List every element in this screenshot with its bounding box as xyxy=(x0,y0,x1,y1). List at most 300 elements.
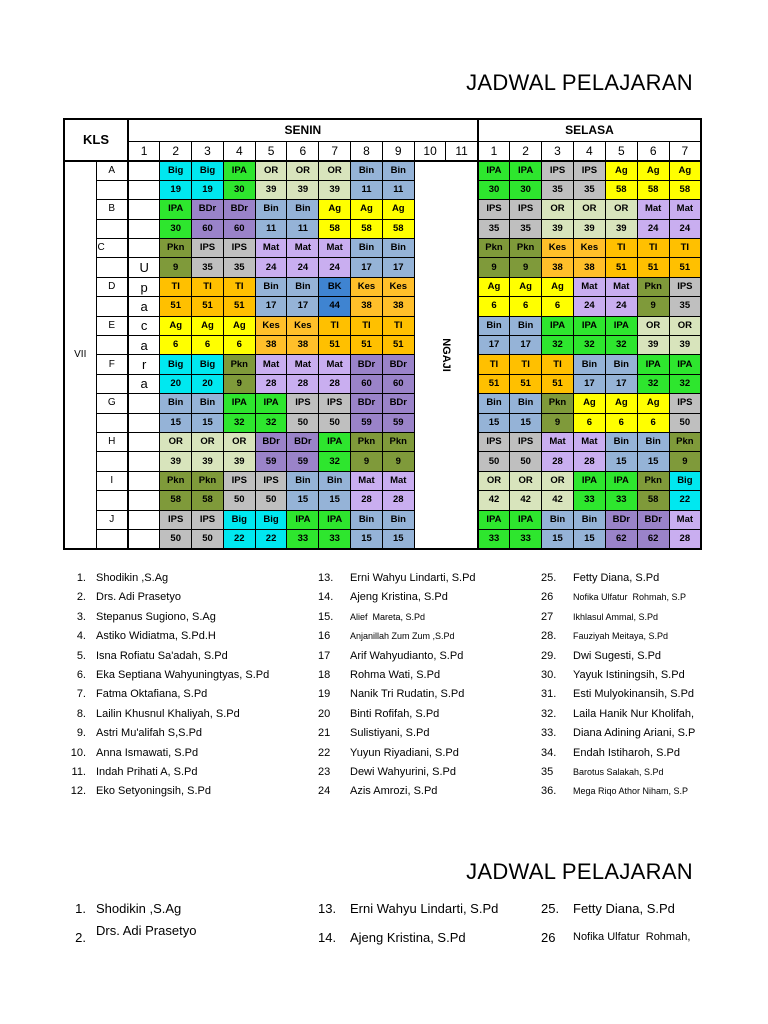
subject-cell: BDr xyxy=(192,200,224,219)
subject-cell: OR xyxy=(319,161,351,180)
subject-cell: Bin xyxy=(255,277,287,296)
teacher-number: 29. xyxy=(541,649,557,662)
empty-cell xyxy=(128,471,160,490)
teacher-number: 2. xyxy=(76,591,86,604)
teacher-code-cell: 32 xyxy=(605,336,637,355)
teacher-code-cell: 60 xyxy=(223,219,255,238)
teacher-code-cell: 50 xyxy=(287,413,319,432)
teacher-code-cell: 19 xyxy=(192,180,224,199)
teacher-list-column xyxy=(541,894,721,952)
period-number: 11 xyxy=(446,141,478,161)
subject-cell: OR xyxy=(223,432,255,451)
subject-cell: Mat xyxy=(382,471,414,490)
teacher-code-cell: 58 xyxy=(637,180,669,199)
teacher-code-cell: 17 xyxy=(605,374,637,393)
teacher-code-cell: 20 xyxy=(192,374,224,393)
period-number: 8 xyxy=(351,141,383,161)
teacher-code-cell: 28 xyxy=(669,529,701,548)
teacher-name: Fetty Diana, S.Pd xyxy=(573,901,675,916)
teacher-code-cell: 51 xyxy=(510,374,542,393)
class-label: B xyxy=(96,200,128,219)
teacher-code-cell: 15 xyxy=(351,529,383,548)
empty-cell xyxy=(128,239,160,258)
upacara-letter: a xyxy=(128,297,160,316)
teacher-code-cell: 33 xyxy=(478,529,510,548)
subject-cell: TI xyxy=(192,277,224,296)
subject-cell: Mat xyxy=(287,355,319,374)
subject-cell: BDr xyxy=(287,432,319,451)
class-cell xyxy=(96,219,128,238)
teacher-list-item xyxy=(541,744,721,763)
teacher-name: Diana Adining Ariani, S.P xyxy=(573,727,696,740)
subject-cell: Bin xyxy=(192,394,224,413)
subject-cell: IPA xyxy=(637,355,669,374)
subject-cell: Bin xyxy=(319,471,351,490)
teacher-list-item xyxy=(318,569,498,588)
teacher-code-cell: 6 xyxy=(573,413,605,432)
subject-cell: OR xyxy=(605,200,637,219)
class-cell xyxy=(96,413,128,432)
teacher-name: Indah Prihati A, S.Pd xyxy=(96,765,198,778)
subject-cell: IPS xyxy=(510,200,542,219)
teacher-code-cell: 50 xyxy=(255,491,287,510)
subject-cell: Bin xyxy=(478,394,510,413)
subject-cell: OR xyxy=(510,471,542,490)
subject-cell: Mat xyxy=(605,277,637,296)
teacher-code-cell: 51 xyxy=(192,297,224,316)
subject-cell: OR xyxy=(573,200,605,219)
teacher-code-cell: 33 xyxy=(287,529,319,548)
subject-cell: BDr xyxy=(351,355,383,374)
teacher-name: Drs. Adi Prasetyo xyxy=(96,923,197,938)
teacher-code-cell: 17 xyxy=(573,374,605,393)
teacher-code-cell: 39 xyxy=(669,336,701,355)
subject-cell: TI xyxy=(637,239,669,258)
subject-cell: Bin xyxy=(160,394,192,413)
teacher-number: 26 xyxy=(541,930,556,945)
teacher-code-cell: 15 xyxy=(382,529,414,548)
teacher-code-cell: 6 xyxy=(605,413,637,432)
subject-cell: Bin xyxy=(573,510,605,529)
teacher-list-item xyxy=(60,608,240,627)
teacher-number: 20 xyxy=(318,707,331,720)
teacher-list-item xyxy=(60,647,240,666)
teacher-list-item xyxy=(318,744,498,763)
teacher-code-cell: 9 xyxy=(510,258,542,277)
teacher-code-cell: 38 xyxy=(382,297,414,316)
teacher-code-cell: 58 xyxy=(669,180,701,199)
teacher-code-cell: 15 xyxy=(510,413,542,432)
teacher-code-cell: 59 xyxy=(351,413,383,432)
subject-cell: IPS xyxy=(573,161,605,180)
subject-cell: Ag xyxy=(573,394,605,413)
subject-cell: Ag xyxy=(319,200,351,219)
teacher-code-cell: 51 xyxy=(605,258,637,277)
teacher-code-cell: 50 xyxy=(478,452,510,471)
subject-cell: Ag xyxy=(605,161,637,180)
teacher-code-cell: 17 xyxy=(255,297,287,316)
teacher-code-cell: 28 xyxy=(542,452,574,471)
teacher-list-column xyxy=(60,894,240,952)
teacher-code-cell: 28 xyxy=(573,452,605,471)
teacher-list-item xyxy=(541,569,721,588)
teacher-code-cell: 51 xyxy=(223,297,255,316)
teacher-code-cell: 28 xyxy=(287,374,319,393)
subject-cell: Ag xyxy=(605,394,637,413)
teacher-list-item xyxy=(318,685,498,704)
teacher-code-cell: 51 xyxy=(160,297,192,316)
teacher-code-cell: 9 xyxy=(637,297,669,316)
teacher-name: Lailin Khusnul Khaliyah, S.Pd xyxy=(96,707,240,720)
empty-cell xyxy=(128,491,160,510)
subject-cell: Pkn xyxy=(351,432,383,451)
period-number: 1 xyxy=(128,141,160,161)
teacher-code-cell: 59 xyxy=(255,452,287,471)
teacher-code-cell: 35 xyxy=(669,297,701,316)
subject-cell: Pkn xyxy=(510,239,542,258)
teacher-number: 13. xyxy=(318,901,337,916)
teacher-name: Ajeng Kristina, S.Pd xyxy=(350,930,466,945)
teacher-code-cell: 42 xyxy=(542,491,574,510)
teacher-list-item xyxy=(318,647,498,666)
subject-cell: Mat xyxy=(669,510,701,529)
teacher-code-cell: 15 xyxy=(637,452,669,471)
teacher-code-cell: 30 xyxy=(160,219,192,238)
teacher-name: Erni Wahyu Lindarti, S.Pd xyxy=(350,901,499,916)
teacher-code-cell: 9 xyxy=(478,258,510,277)
teacher-code-cell: 24 xyxy=(637,219,669,238)
teacher-code-cell: 51 xyxy=(382,336,414,355)
subject-cell: Bin xyxy=(351,239,383,258)
subject-cell: IPS xyxy=(160,510,192,529)
teacher-name: Astiko Widiatma, S.Pd.H xyxy=(96,630,216,643)
teacher-code-cell: 22 xyxy=(223,529,255,548)
teacher-number: 4. xyxy=(76,630,86,643)
teacher-code-cell: 60 xyxy=(192,219,224,238)
subject-cell: Big xyxy=(192,355,224,374)
class-label: I xyxy=(96,471,128,490)
teacher-code-cell: 6 xyxy=(637,413,669,432)
teacher-code-cell: 51 xyxy=(542,374,574,393)
teacher-name: Sulistiyani, S.Pd xyxy=(350,727,430,740)
teacher-list-item xyxy=(60,569,240,588)
teacher-list-item xyxy=(318,705,498,724)
subject-cell: Pkn xyxy=(160,471,192,490)
teacher-list-item xyxy=(541,627,721,646)
teacher-name: Erni Wahyu Lindarti, S.Pd xyxy=(350,572,476,584)
period-number: 7 xyxy=(669,141,701,161)
teacher-code-cell: 33 xyxy=(319,529,351,548)
teacher-number: 17 xyxy=(318,649,331,662)
teacher-list-item xyxy=(318,923,498,952)
subject-cell: Mat xyxy=(319,355,351,374)
teacher-code-cell: 17 xyxy=(287,297,319,316)
teacher-code-cell: 9 xyxy=(223,374,255,393)
teacher-name: Fetty Diana, S.Pd xyxy=(573,572,660,584)
class-label: E xyxy=(96,316,128,335)
teacher-list-item xyxy=(318,627,498,646)
teacher-list-item xyxy=(541,608,721,627)
empty-cell xyxy=(128,161,160,180)
teacher-name: Eka Septiana Wahyuningtyas, S.Pd xyxy=(96,668,270,681)
subject-cell: IPS xyxy=(192,239,224,258)
period-number: 3 xyxy=(192,141,224,161)
subject-cell: Bin xyxy=(351,161,383,180)
subject-cell: Pkn xyxy=(223,355,255,374)
teacher-code-cell: 58 xyxy=(637,491,669,510)
period-number: 4 xyxy=(573,141,605,161)
subject-cell: TI xyxy=(319,316,351,335)
teacher-list-item xyxy=(60,666,270,685)
period-number: 6 xyxy=(637,141,669,161)
class-label: H xyxy=(96,432,128,451)
subject-cell: BDr xyxy=(382,355,414,374)
subject-cell: BK xyxy=(319,277,351,296)
teacher-number: 18 xyxy=(318,668,331,681)
subject-cell: Kes xyxy=(351,277,383,296)
subject-cell: Big xyxy=(192,161,224,180)
class-label: G xyxy=(96,394,128,413)
subject-cell: Ag xyxy=(382,200,414,219)
subject-cell: TI xyxy=(669,239,701,258)
teacher-code-cell: 30 xyxy=(223,180,255,199)
teacher-list-item xyxy=(318,894,498,923)
teacher-code-cell: 15 xyxy=(319,491,351,510)
teacher-name: Anna Ismawati, S.Pd xyxy=(96,746,199,759)
empty-cell xyxy=(128,394,160,413)
teacher-number: 25. xyxy=(541,572,557,584)
teacher-name: Alief Mareta, S.Pd xyxy=(350,611,426,622)
grade-label: VII xyxy=(64,161,96,549)
subject-cell: Mat xyxy=(573,432,605,451)
teacher-list-item xyxy=(541,588,721,607)
teacher-code-cell: 58 xyxy=(605,180,637,199)
teacher-name: Yuyun Riyadiani, S.Pd xyxy=(350,746,459,759)
empty-cell xyxy=(128,180,160,199)
teacher-list-item xyxy=(318,782,498,801)
teacher-number: 15. xyxy=(318,610,334,623)
subject-cell: Bin xyxy=(605,355,637,374)
ngaji-label: NGAJI xyxy=(439,338,452,373)
teacher-number: 13. xyxy=(318,572,334,584)
teacher-number: 34. xyxy=(541,746,557,759)
subject-cell: OR xyxy=(255,161,287,180)
subject-cell: IPS xyxy=(223,471,255,490)
teacher-list-item xyxy=(60,705,240,724)
teacher-name: Endah Istiharoh, S.Pd xyxy=(573,746,681,759)
teacher-code-cell: 50 xyxy=(319,413,351,432)
teacher-name: Astri Mu'alifah S,S.Pd xyxy=(96,727,203,740)
teacher-number: 3. xyxy=(76,610,86,623)
teacher-number: 24 xyxy=(318,785,331,798)
class-label: F xyxy=(96,355,128,374)
class-cell xyxy=(96,374,128,393)
subject-cell: IPS xyxy=(669,394,701,413)
teacher-code-cell: 60 xyxy=(351,374,383,393)
subject-cell: IPA xyxy=(573,316,605,335)
teacher-list-column xyxy=(318,894,498,952)
subject-cell: IPS xyxy=(510,432,542,451)
teacher-code-cell: 11 xyxy=(287,219,319,238)
subject-cell: Kes xyxy=(542,239,574,258)
teacher-number: 10. xyxy=(70,746,86,759)
subject-cell: Ag xyxy=(160,316,192,335)
teacher-list-item xyxy=(60,627,240,646)
subject-cell: Pkn xyxy=(478,239,510,258)
teacher-name: Nofika Ulfatur Rohmah, xyxy=(573,931,691,943)
period-number: 2 xyxy=(510,141,542,161)
day-header-tuesday: SELASA xyxy=(478,119,701,141)
teacher-code-cell: 32 xyxy=(669,374,701,393)
teacher-list-item xyxy=(541,685,721,704)
subject-cell: OR xyxy=(478,471,510,490)
teacher-name: Binti Rofifah, S.Pd xyxy=(350,707,440,720)
period-number: 7 xyxy=(319,141,351,161)
subject-cell: IPS xyxy=(255,471,287,490)
teacher-name: Shodikin ,S.Ag xyxy=(96,901,182,916)
subject-cell: TI xyxy=(382,316,414,335)
subject-cell: Big xyxy=(223,510,255,529)
teacher-number: 8. xyxy=(76,707,86,720)
teacher-code-cell: 39 xyxy=(637,336,669,355)
teacher-code-cell: 51 xyxy=(319,336,351,355)
teacher-list-item xyxy=(318,724,498,743)
subject-cell: Kes xyxy=(255,316,287,335)
teacher-code-cell: 42 xyxy=(478,491,510,510)
subject-cell: BDr xyxy=(223,200,255,219)
teacher-list-item xyxy=(541,782,721,801)
subject-cell: IPA xyxy=(573,471,605,490)
subject-cell: Pkn xyxy=(192,471,224,490)
teacher-number: 5. xyxy=(76,649,86,662)
subject-cell: IPS xyxy=(192,510,224,529)
subject-cell: IPA xyxy=(542,316,574,335)
teacher-code-cell: 39 xyxy=(542,219,574,238)
teacher-name: Drs. Adi Prasetyo xyxy=(96,591,181,604)
teacher-code-cell: 35 xyxy=(223,258,255,277)
subject-cell: IPA xyxy=(160,200,192,219)
subject-cell: Bin xyxy=(605,432,637,451)
subject-cell: IPA xyxy=(605,316,637,335)
teacher-code-cell: 51 xyxy=(637,258,669,277)
teacher-number: 28. xyxy=(541,630,557,643)
teacher-code-cell: 51 xyxy=(669,258,701,277)
period-number: 6 xyxy=(287,141,319,161)
subject-cell: Ag xyxy=(192,316,224,335)
subject-cell: OR xyxy=(637,316,669,335)
class-label: J xyxy=(96,510,128,529)
teacher-code-cell: 39 xyxy=(255,180,287,199)
teacher-list-item xyxy=(60,763,240,782)
period-number: 10 xyxy=(414,141,446,161)
subject-cell: Bin xyxy=(382,161,414,180)
subject-cell: IPA xyxy=(510,510,542,529)
subject-cell: IPS xyxy=(223,239,255,258)
teacher-number: 16 xyxy=(318,630,331,643)
teacher-code-cell: 38 xyxy=(287,336,319,355)
subject-cell: Ag xyxy=(351,200,383,219)
period-number: 5 xyxy=(605,141,637,161)
teacher-number: 14. xyxy=(318,930,337,945)
teacher-code-cell: 24 xyxy=(319,258,351,277)
teacher-name: Nanik Tri Rudatin, S.Pd xyxy=(350,688,465,701)
subject-cell: Ag xyxy=(223,316,255,335)
subject-cell: Bin xyxy=(287,277,319,296)
empty-cell xyxy=(128,200,160,219)
subject-cell: IPA xyxy=(669,355,701,374)
teacher-list-item xyxy=(60,782,240,801)
subject-cell: IPA xyxy=(223,161,255,180)
teacher-name: Fatma Oktafiana, S.Pd xyxy=(96,688,208,701)
teacher-number: 2. xyxy=(75,930,86,945)
teacher-name: Dewi Wahyurini, S.Pd xyxy=(350,765,456,778)
teacher-code-cell: 59 xyxy=(382,413,414,432)
teacher-code-cell: 6 xyxy=(478,297,510,316)
empty-cell xyxy=(128,510,160,529)
teacher-code-cell: 39 xyxy=(192,452,224,471)
teacher-code-cell: 6 xyxy=(192,336,224,355)
teacher-list-item xyxy=(541,894,721,923)
teacher-code-cell: 24 xyxy=(669,219,701,238)
subject-cell: Ag xyxy=(542,277,574,296)
subject-cell: Bin xyxy=(573,355,605,374)
subject-cell: Bin xyxy=(255,200,287,219)
teacher-code-cell: 30 xyxy=(510,180,542,199)
subject-cell: OR xyxy=(542,200,574,219)
teacher-code-cell: 24 xyxy=(255,258,287,277)
teacher-number: 30. xyxy=(541,668,557,681)
page-title-2: JADWAL PELAJARAN xyxy=(466,859,693,884)
teacher-name: Isna Rofiatu Sa'adah, S.Pd xyxy=(96,649,228,662)
teacher-number: 36. xyxy=(541,785,557,798)
subject-cell: TI xyxy=(478,355,510,374)
teacher-code-cell: 19 xyxy=(160,180,192,199)
teacher-code-cell: 32 xyxy=(542,336,574,355)
teacher-code-cell: 32 xyxy=(637,374,669,393)
teacher-name: Laila Hanik Nur Kholifah, xyxy=(573,707,695,720)
teacher-list-item xyxy=(541,724,721,743)
subject-cell: Pkn xyxy=(637,471,669,490)
teacher-code-cell: 15 xyxy=(192,413,224,432)
teacher-code-cell: 28 xyxy=(255,374,287,393)
subject-cell: Big xyxy=(255,510,287,529)
class-label: D xyxy=(96,277,128,296)
teacher-list-item xyxy=(541,705,721,724)
teacher-list-column xyxy=(60,569,270,802)
subject-cell: IPA xyxy=(287,510,319,529)
subject-cell: Pkn xyxy=(637,277,669,296)
teacher-list-item xyxy=(60,923,240,952)
subject-cell: BDr xyxy=(255,432,287,451)
timetable-body xyxy=(64,161,701,549)
subject-cell: IPA xyxy=(478,161,510,180)
class-cell xyxy=(96,491,128,510)
teacher-number: 23 xyxy=(318,765,331,778)
subject-cell: Bin xyxy=(382,239,414,258)
teacher-name: Yayuk Istiningsih, S.Pd xyxy=(573,668,685,681)
teacher-code-cell: 35 xyxy=(192,258,224,277)
class-cell xyxy=(96,452,128,471)
teacher-code-cell: 39 xyxy=(160,452,192,471)
teacher-code-cell: 39 xyxy=(287,180,319,199)
teacher-list-item xyxy=(318,588,498,607)
teacher-code-cell: 17 xyxy=(510,336,542,355)
teacher-code-cell: 58 xyxy=(319,219,351,238)
teacher-code-cell: 9 xyxy=(160,258,192,277)
subject-cell: Bin xyxy=(542,510,574,529)
subject-cell: IPA xyxy=(478,510,510,529)
teacher-list-item xyxy=(318,763,498,782)
